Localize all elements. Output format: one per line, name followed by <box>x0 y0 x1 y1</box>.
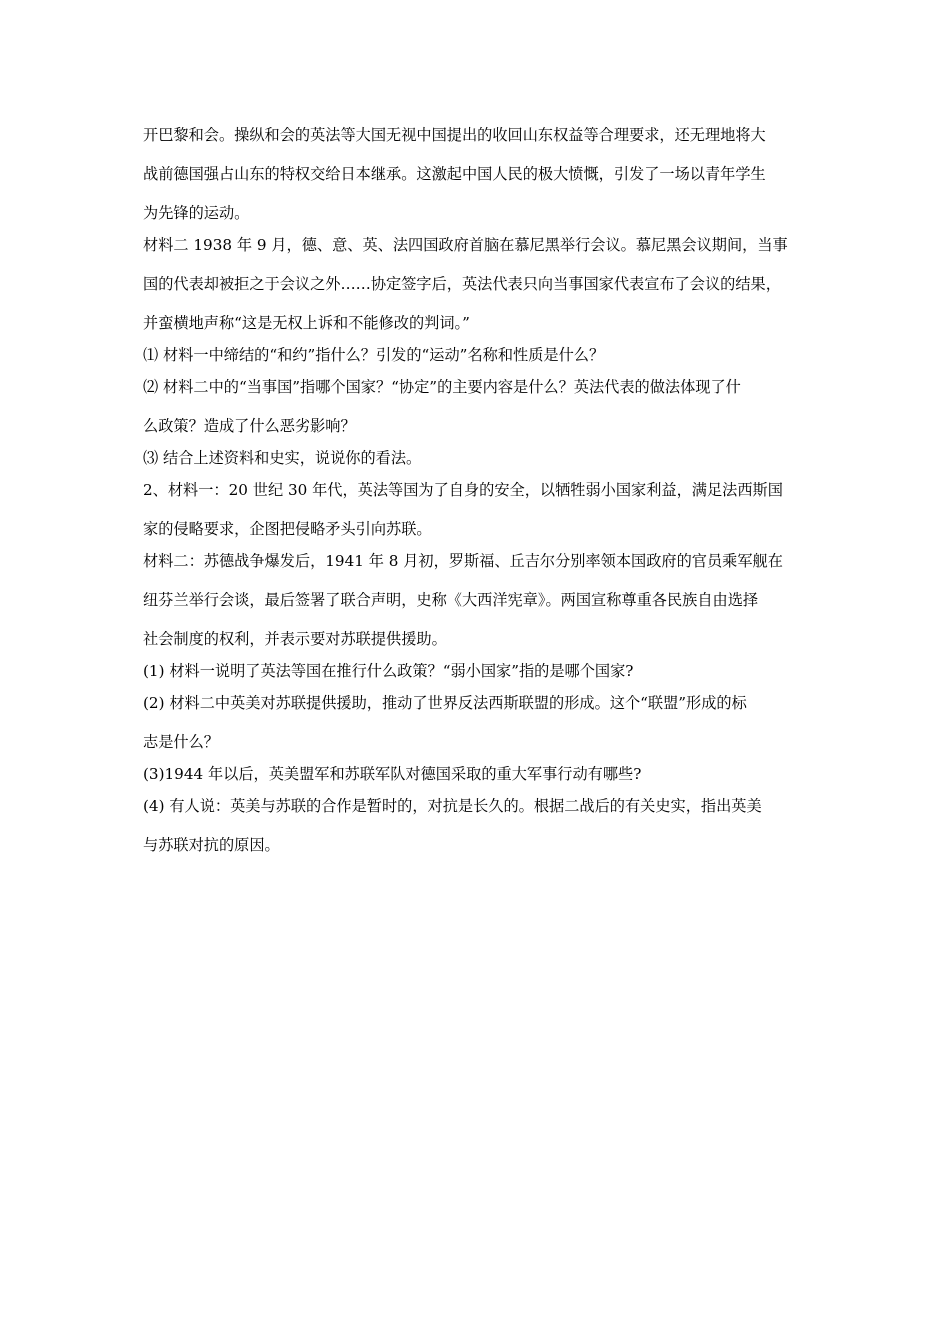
text-line: 材料二 1938 年 9 月，德、意、英、法四国政府首脑在慕尼黑举行会议。慕尼黑会议期间，当事 <box>143 236 788 254</box>
text-line: 社会制度的权利，并表示要对苏联提供援助。 <box>143 630 447 648</box>
question-line: 与苏联对抗的原因。 <box>143 836 280 854</box>
text-line: 材料二：苏德战争爆发后，1941 年 8 月初，罗斯福、丘吉尔分别率领本国政府的官员乘军舰在 <box>143 552 783 570</box>
text-line: 开巴黎和会。操纵和会的英法等大国无视中国提出的收回山东权益等合理要求，还无理地将大 <box>143 126 766 144</box>
text-line: 家的侵略要求，企图把侵略矛头引向苏联。 <box>143 520 432 538</box>
question-line: 么政策？造成了什么恶劣影响？ <box>143 417 356 435</box>
question-line: ⑶ 结合上述资料和史实，说说你的看法。 <box>143 449 422 467</box>
document-body <box>143 124 843 866</box>
text-line: 战前德国强占山东的特权交给日本继承。这激起中国人民的极大愤慨，引发了一场以青年学生 <box>143 165 766 183</box>
question-line: (2) 材料二中英美对苏联提供援助，推动了世界反法西斯联盟的形成。这个“联盟”形成的标 <box>143 694 747 712</box>
question-line: ⑴ 材料一中缔结的“和约”指什么？引发的“运动”名称和性质是什么？ <box>143 346 605 364</box>
text-line: 国的代表却被拒之于会议之外……协定签字后，英法代表只向当事国家代表宣布了会议的结果， <box>143 275 781 293</box>
text-line: 纽芬兰举行会谈，最后签署了联合声明，史称《大西洋宪章》。两国宣称尊重各民族自由选择 <box>143 591 759 609</box>
question-line: (4) 有人说：英美与苏联的合作是暂时的，对抗是长久的。根据二战后的有关史实，指出英美 <box>143 797 762 815</box>
text-line: 并蛮横地声称“这是无权上诉和不能修改的判词。” <box>143 314 470 332</box>
question-line: (1) 材料一说明了英法等国在推行什么政策？“弱小国家”指的是哪个国家? <box>143 662 634 680</box>
text-line: 2、材料一：20 世纪 30 年代，英法等国为了自身的安全，以牺牲弱小国家利益，满足法西斯国 <box>143 481 783 499</box>
text-line: 为先锋的运动。 <box>143 204 250 222</box>
question-line: ⑵ 材料二中的“当事国”指哪个国家？“协定”的主要内容是什么？英法代表的做法体现了什 <box>143 378 741 396</box>
question-line: 志是什么？ <box>143 733 219 751</box>
question-line: (3)1944 年以后，英美盟军和苏联军队对德国采取的重大军事行动有哪些? <box>143 765 642 783</box>
